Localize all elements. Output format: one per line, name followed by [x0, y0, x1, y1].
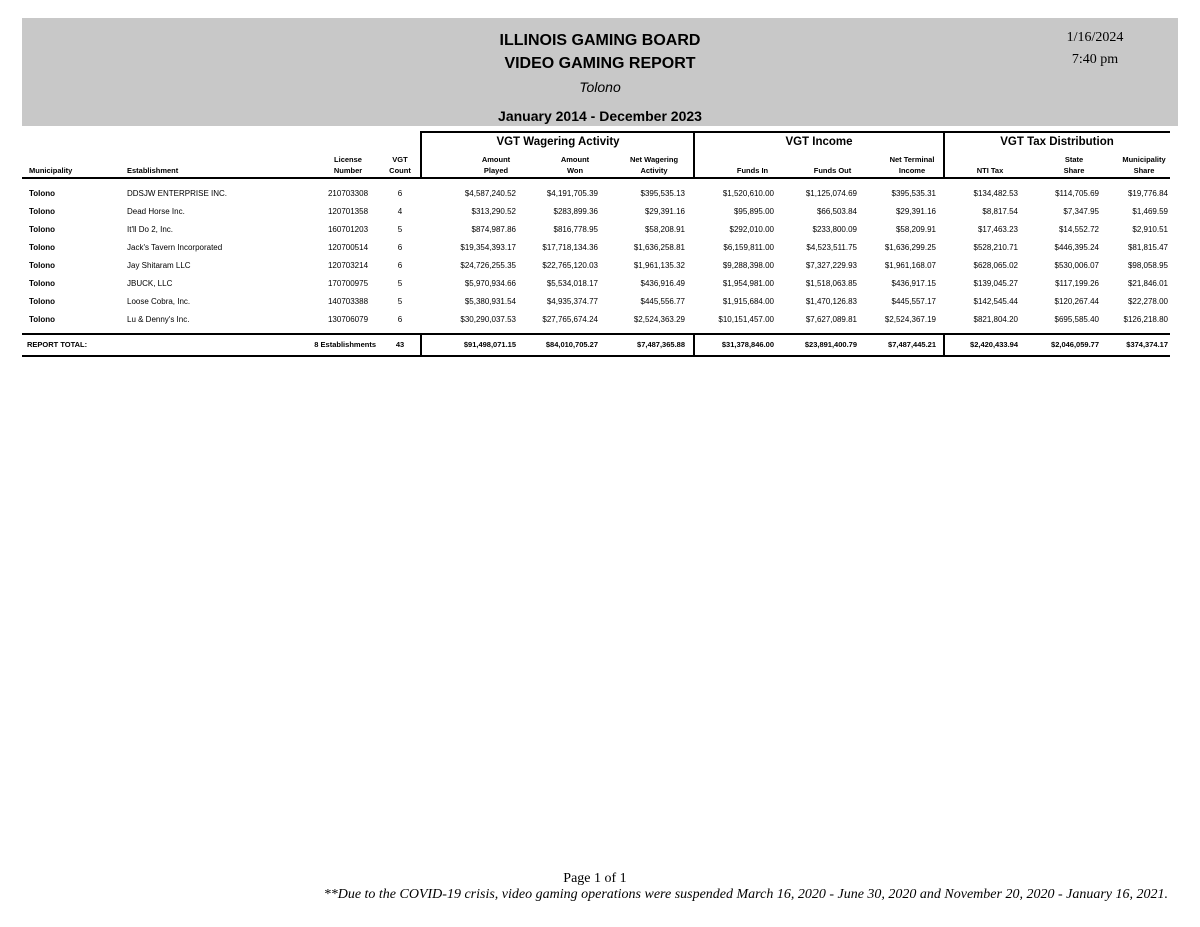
- cell-municipality-share: $98,058.95: [1127, 261, 1168, 270]
- cell-license: 210703308: [327, 189, 369, 198]
- cell-license: 120701358: [327, 207, 369, 216]
- cell-state-share: $695,585.40: [1054, 315, 1099, 324]
- cell-funds-in: $1,954,981.00: [722, 279, 774, 288]
- cell-amount-played: $4,587,240.52: [464, 189, 516, 198]
- cell-funds-out: $1,470,126.83: [805, 297, 857, 306]
- cell-funds-out: $1,125,074.69: [805, 189, 857, 198]
- cell-amount-won: $283,899.36: [553, 207, 598, 216]
- cell-vgt-count: 6: [397, 315, 403, 324]
- col-header-funds-in: Funds In: [736, 166, 769, 175]
- col-header-license-line2: Number: [333, 166, 363, 175]
- cell-nti-tax: $528,210.71: [973, 243, 1018, 252]
- cell-nti-tax: $628,065.02: [973, 261, 1018, 270]
- page-number: Page 1 of 1: [563, 871, 627, 886]
- cell-establishment: JBUCK, LLC: [127, 279, 173, 288]
- col-header-netwager-line2: Activity: [640, 166, 668, 175]
- table-row: [0, 223, 1200, 237]
- cell-net-wagering: $1,636,258.81: [633, 243, 685, 252]
- total-funds-out: $23,891,400.79: [804, 340, 857, 349]
- col-header-municipality-share: [1112, 154, 1176, 176]
- cell-license: 170700975: [327, 279, 369, 288]
- col-header-amount-played: [460, 154, 532, 176]
- cell-funds-out: $233,800.09: [812, 225, 857, 234]
- total-municipality-share: $374,374.17: [1126, 340, 1168, 349]
- col-header-nti-line1: Net Terminal: [889, 155, 935, 164]
- col-header-net-wagering: [616, 154, 692, 176]
- cell-amount-played: $19,354,393.17: [460, 243, 516, 252]
- cell-amount-won: $4,191,705.39: [546, 189, 598, 198]
- column-divider: [420, 131, 422, 177]
- cell-net-wagering: $2,524,363.29: [633, 315, 685, 324]
- cell-license: 120703214: [327, 261, 369, 270]
- cell-license: 120700514: [327, 243, 369, 252]
- col-header-vgt-line1: VGT: [392, 155, 408, 164]
- cell-nti-tax: $139,045.27: [973, 279, 1018, 288]
- cell-amount-won: $22,765,120.03: [542, 261, 598, 270]
- cell-municipality-share: $1,469.59: [1132, 207, 1168, 216]
- table-row: [0, 295, 1200, 309]
- col-header-played-line2: Played: [483, 166, 509, 175]
- cell-establishment: Jay Shitaram LLC: [127, 261, 191, 270]
- cell-funds-out: $66,503.84: [816, 207, 857, 216]
- col-header-played-line1: Amount: [481, 155, 511, 164]
- cell-nti-tax: $142,545.44: [973, 297, 1018, 306]
- cell-municipality: Tolono: [29, 189, 56, 198]
- cell-vgt-count: 6: [397, 243, 403, 252]
- col-header-won-line1: Amount: [560, 155, 590, 164]
- cell-net-terminal-income: $58,209.91: [895, 225, 936, 234]
- cell-nti-tax: $17,463.23: [977, 225, 1018, 234]
- col-header-vgt-line2: Count: [389, 166, 411, 175]
- total-rule-bottom: [22, 355, 1170, 357]
- col-header-license-line1: License: [334, 155, 362, 164]
- table-row: [0, 241, 1200, 255]
- cell-establishment: Dead Horse Inc.: [127, 207, 185, 216]
- cell-net-wagering: $445,556.77: [640, 297, 685, 306]
- total-establishments: 8 Establishments: [314, 340, 376, 349]
- total-amount-won: $84,010,705.27: [545, 340, 598, 349]
- group-tax-distribution: VGT Tax Distribution: [944, 131, 1170, 153]
- col-header-state-share: [1040, 154, 1108, 176]
- total-label: REPORT TOTAL:: [27, 340, 88, 349]
- cell-net-terminal-income: $29,391.16: [895, 207, 936, 216]
- report-header: [22, 18, 1178, 126]
- cell-funds-in: $292,010.00: [729, 225, 774, 234]
- cell-funds-in: $10,151,457.00: [718, 315, 774, 324]
- cell-amount-played: $30,290,037.53: [460, 315, 516, 324]
- report-time: 7:40 pm: [1071, 52, 1119, 67]
- cell-vgt-count: 5: [397, 297, 403, 306]
- cell-municipality-share: $21,846.01: [1127, 279, 1168, 288]
- cell-municipality: Tolono: [29, 279, 56, 288]
- total-vgt-count: 43: [395, 340, 405, 349]
- cell-municipality-share: $2,910.51: [1132, 225, 1168, 234]
- cell-net-wagering: $436,916.49: [640, 279, 685, 288]
- cell-amount-played: $24,726,255.35: [460, 261, 516, 270]
- cell-amount-played: $874,987.86: [471, 225, 516, 234]
- cell-establishment: Loose Cobra, Inc.: [127, 297, 191, 306]
- cell-municipality: Tolono: [29, 207, 56, 216]
- cell-state-share: $446,395.24: [1054, 243, 1099, 252]
- cell-funds-out: $7,327,229.93: [805, 261, 857, 270]
- table-row: [0, 205, 1200, 219]
- cell-license: 140703388: [327, 297, 369, 306]
- cell-establishment: DDSJW ENTERPRISE INC.: [127, 189, 228, 198]
- cell-amount-won: $27,765,674.24: [542, 315, 598, 324]
- total-net-wagering: $7,487,365.88: [637, 340, 685, 349]
- cell-vgt-count: 5: [397, 279, 403, 288]
- cell-funds-in: $9,288,398.00: [722, 261, 774, 270]
- col-header-municipality: Municipality: [29, 166, 73, 175]
- table-row: [0, 259, 1200, 273]
- group-vgt-income: VGT Income: [694, 131, 944, 153]
- cell-amount-won: $816,778.95: [553, 225, 598, 234]
- col-header-muni-line2: Share: [1133, 166, 1155, 175]
- cell-vgt-count: 5: [397, 225, 403, 234]
- cell-amount-won: $17,718,134.36: [542, 243, 598, 252]
- cell-net-wagering: $395,535.13: [640, 189, 685, 198]
- cell-funds-in: $95,895.00: [733, 207, 774, 216]
- report-title-line1: ILLINOIS GAMING BOARD: [499, 32, 701, 49]
- cell-net-terminal-income: $395,535.31: [891, 189, 936, 198]
- col-header-establishment: Establishment: [127, 166, 179, 175]
- cell-municipality: Tolono: [29, 243, 56, 252]
- cell-license: 130706079: [327, 315, 369, 324]
- col-header-nti-line2: Income: [898, 166, 926, 175]
- total-funds-in: $31,378,846.00: [721, 340, 774, 349]
- cell-municipality: Tolono: [29, 297, 56, 306]
- cell-net-terminal-income: $1,961,168.07: [884, 261, 936, 270]
- col-header-state-line2: Share: [1063, 166, 1085, 175]
- cell-funds-in: $1,520,610.00: [722, 189, 774, 198]
- cell-municipality: Tolono: [29, 315, 56, 324]
- cell-state-share: $14,552.72: [1058, 225, 1099, 234]
- header-rule: [22, 177, 1170, 179]
- report-title-line2: VIDEO GAMING REPORT: [504, 55, 696, 72]
- cell-net-wagering: $1,961,135.32: [633, 261, 685, 270]
- cell-amount-played: $313,290.52: [471, 207, 516, 216]
- cell-municipality: Tolono: [29, 261, 56, 270]
- cell-establishment: Lu & Denny's Inc.: [127, 315, 190, 324]
- cell-funds-out: $4,523,511.75: [806, 243, 857, 252]
- cell-amount-played: $5,380,931.54: [464, 297, 516, 306]
- col-header-amount-won: [540, 154, 610, 176]
- cell-amount-won: $5,534,018.17: [546, 279, 598, 288]
- cell-municipality: Tolono: [29, 225, 56, 234]
- total-rule-top: [22, 333, 1170, 335]
- total-amount-played: $91,498,071.15: [463, 340, 516, 349]
- col-header-muni-line1: Municipality: [1122, 155, 1166, 164]
- cell-establishment: It'll Do 2, Inc.: [127, 225, 173, 234]
- group-wagering-activity: VGT Wagering Activity: [422, 131, 694, 153]
- cell-net-terminal-income: $445,557.17: [891, 297, 936, 306]
- cell-municipality-share: $19,776.84: [1127, 189, 1168, 198]
- report-date: 1/16/2024: [1066, 30, 1124, 45]
- cell-net-terminal-income: $2,524,367.19: [884, 315, 936, 324]
- total-net-terminal-income: $7,487,445.21: [888, 340, 936, 349]
- cell-net-wagering: $58,208.91: [644, 225, 685, 234]
- column-divider: [693, 131, 695, 177]
- report-period: January 2014 - December 2023: [498, 108, 702, 124]
- col-header-funds-out: Funds Out: [813, 166, 852, 175]
- cell-funds-out: $7,627,089.81: [805, 315, 857, 324]
- cell-state-share: $120,267.44: [1054, 297, 1099, 306]
- col-header-netwager-line1: Net Wagering: [629, 155, 679, 164]
- cell-nti-tax: $134,482.53: [973, 189, 1018, 198]
- col-header-nti-tax: NTI Tax: [976, 166, 1004, 175]
- col-header-won-line2: Won: [566, 166, 584, 175]
- cell-vgt-count: 6: [397, 189, 403, 198]
- cell-net-wagering: $29,391.16: [644, 207, 685, 216]
- cell-nti-tax: $8,817.54: [982, 207, 1018, 216]
- cell-net-terminal-income: $1,636,299.25: [884, 243, 936, 252]
- col-header-license: [318, 154, 378, 176]
- cell-funds-out: $1,518,063.85: [805, 279, 857, 288]
- report-total-row: [0, 337, 1200, 353]
- covid-footnote: **Due to the COVID-19 crisis, video gaming operations were suspended March 16, 2020 - June 30, 2020 and November 20, 2020 - January 16, 2021.: [323, 887, 1168, 902]
- cell-net-terminal-income: $436,917.15: [891, 279, 936, 288]
- cell-municipality-share: $22,278.00: [1127, 297, 1168, 306]
- table-row: [0, 187, 1200, 201]
- cell-nti-tax: $821,804.20: [973, 315, 1018, 324]
- cell-state-share: $117,199.26: [1055, 279, 1099, 288]
- report-municipality: Tolono: [579, 79, 621, 95]
- cell-municipality-share: $126,218.80: [1123, 315, 1168, 324]
- cell-state-share: $114,705.69: [1055, 189, 1099, 198]
- cell-state-share: $7,347.95: [1063, 207, 1099, 216]
- cell-license: 160701203: [327, 225, 369, 234]
- cell-funds-in: $6,159,811.00: [723, 243, 774, 252]
- cell-amount-won: $4,935,374.77: [546, 297, 598, 306]
- cell-vgt-count: 4: [397, 207, 403, 216]
- cell-municipality-share: $81,815.47: [1127, 243, 1168, 252]
- table-row: [0, 313, 1200, 327]
- cell-vgt-count: 6: [397, 261, 403, 270]
- cell-state-share: $530,006.07: [1054, 261, 1099, 270]
- col-header-net-terminal-income: [874, 154, 950, 176]
- cell-amount-played: $5,970,934.66: [464, 279, 516, 288]
- col-header-state-line1: State: [1064, 155, 1084, 164]
- table-row: [0, 277, 1200, 291]
- cell-establishment: Jack's Tavern Incorporated: [127, 243, 223, 252]
- total-nti-tax: $2,420,433.94: [970, 340, 1018, 349]
- total-state-share: $2,046,059.77: [1051, 340, 1099, 349]
- cell-funds-in: $1,915,684.00: [722, 297, 774, 306]
- col-header-vgt-count: [380, 154, 420, 176]
